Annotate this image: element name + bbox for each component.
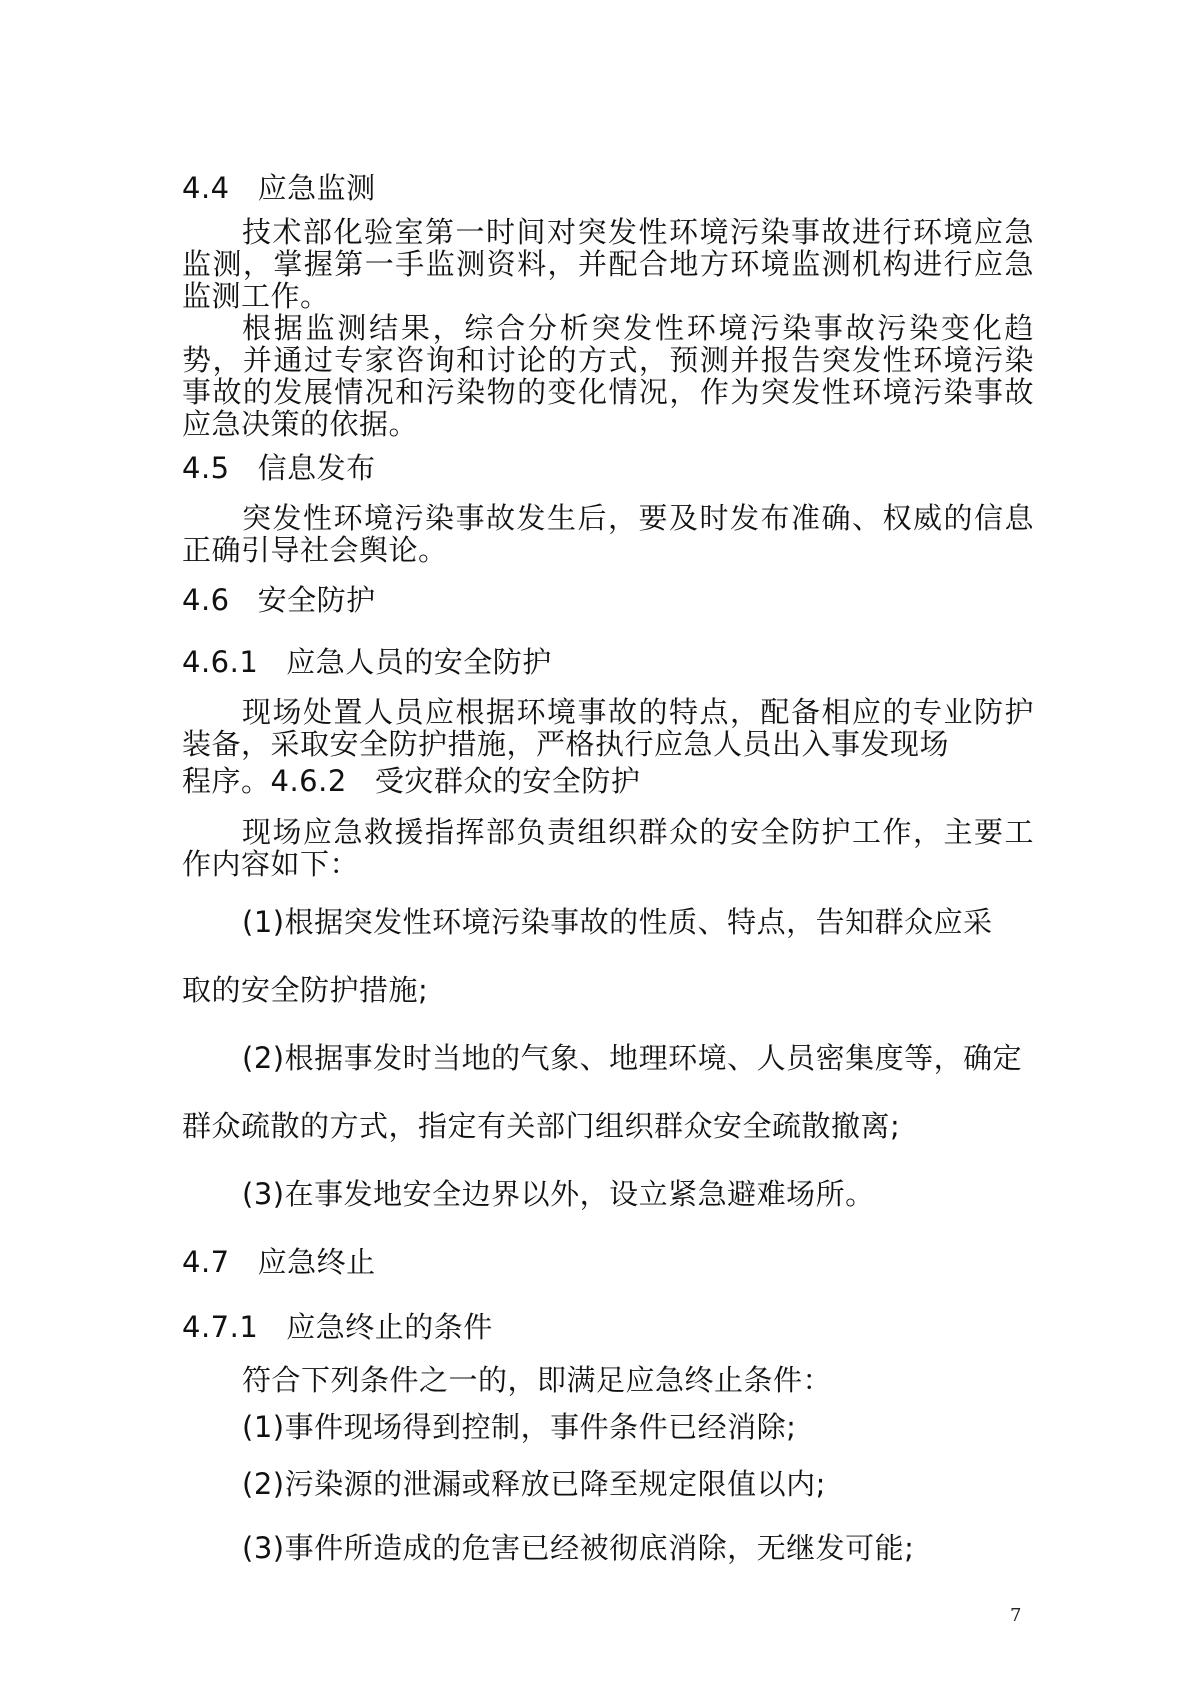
list-item: (2)根据事发时当地的气象、地理环境、人员密集度等，确定	[242, 1041, 1023, 1075]
section-number: 4.6.1	[182, 645, 259, 679]
paragraph: 现场应急救援指挥部负责组织群众的安全防护工作，主要工作内容如下：	[182, 815, 1034, 881]
section-heading-4-7	[182, 1228, 1034, 1296]
section-number: 4.4	[182, 171, 230, 205]
paragraph: 根据监测结果，综合分析突发性环境污染事故污染变化趋势，并通过专家咨询和讨论的方式，预测并报告突发性环境污染事故的发展情况和污染物的变化情况，作为突发性环境污染事故应急决策的依据。	[182, 311, 1034, 441]
section-title: 应急人员的安全防护	[286, 645, 552, 679]
section-title: 应急终止	[257, 1245, 376, 1279]
section-title: 信息发布	[257, 451, 376, 485]
section-heading-4-6-1	[182, 642, 1034, 682]
section-number: 4.7	[182, 1245, 230, 1279]
list-item: (3)事件所造成的危害已经被彻底消除，无继发可能;	[242, 1531, 915, 1565]
section-number: 4.6.2	[270, 764, 347, 798]
paragraph-end-with-heading-4-6-2	[182, 760, 1034, 802]
list-item: (2)污染源的泄漏或释放已降至规定限值以内;	[242, 1467, 826, 1501]
section-number: 4.5	[182, 451, 230, 485]
paragraph: 符合下列条件之一的，即满足应急终止条件：	[242, 1363, 833, 1397]
section-title: 安全防护	[257, 583, 376, 617]
list-item: (1)根据突发性环境污染事故的性质、特点，告知群众应采	[242, 905, 993, 939]
section-title: 应急终止的条件	[286, 1310, 493, 1344]
list-item-continuation: 取的安全防护措施;	[182, 973, 429, 1007]
section-heading-4-4	[182, 168, 1034, 208]
section-number: 4.6	[182, 583, 230, 617]
section-title: 应急监测	[257, 171, 376, 205]
paragraph-tail: 程序。	[182, 764, 271, 798]
list-item: (3)在事发地安全边界以外，设立紧急避难场所。	[242, 1177, 875, 1211]
list-item-continuation: 群众疏散的方式，指定有关部门组织群众安全疏散撤离;	[182, 1109, 901, 1143]
paragraph: 突发性环境污染事故发生后，要及时发布准确、权威的信息正确引导社会舆论。	[182, 501, 1034, 567]
paragraph: 现场处置人员应根据环境事故的特点，配备相应的专业防护装备，采取安全防护措施，严格执行应急人员出入事发现场	[182, 695, 1034, 761]
paragraph: 技术部化验室第一时间对突发性环境污染事故进行环境应急监测，掌握第一手监测资料，并配合地方环境监测机构进行应急监测工作。	[182, 215, 1034, 313]
section-heading-4-5	[182, 448, 1034, 488]
page-content	[182, 168, 1034, 1580]
section-heading-4-7-1	[182, 1296, 1034, 1358]
section-number: 4.7.1	[182, 1310, 259, 1344]
list-item: (1)事件现场得到控制，事件条件已经消除;	[242, 1410, 797, 1444]
page-number: 7	[1010, 1605, 1022, 1626]
section-title: 受灾群众的安全防护	[374, 764, 641, 798]
section-heading-4-6	[182, 580, 1034, 620]
